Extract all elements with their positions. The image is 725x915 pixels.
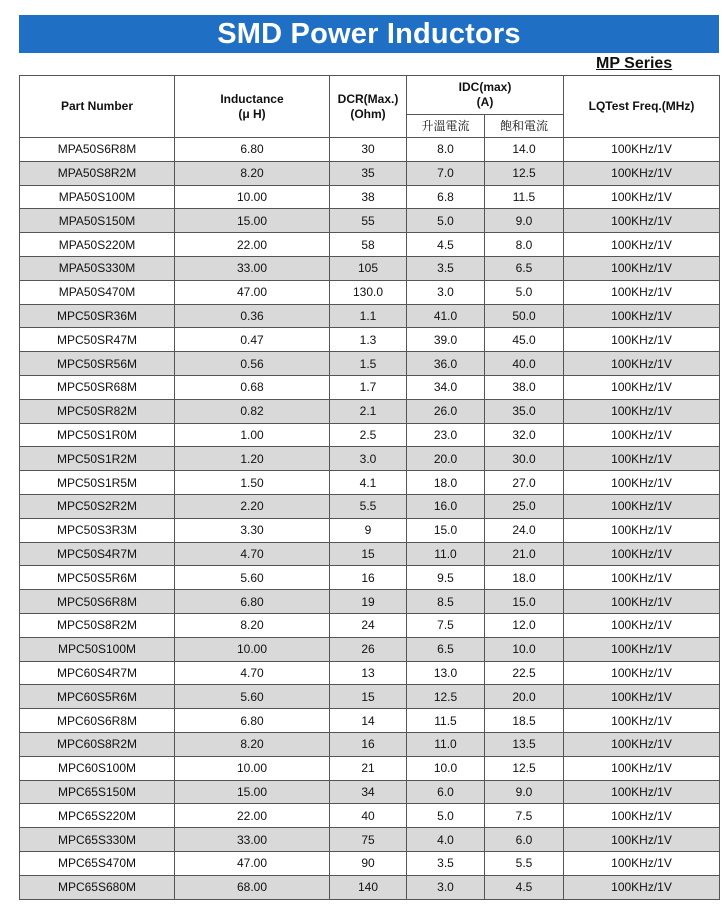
cell-inductance: 0.68	[175, 375, 330, 399]
header-idc-unit: (A)	[476, 95, 494, 109]
cell-dcr: 4.1	[330, 471, 407, 495]
header-idc-saturation: 飽和電流	[485, 115, 564, 138]
cell-idc-saturation: 21.0	[485, 542, 564, 566]
cell-dcr: 90	[330, 851, 407, 875]
cell-inductance: 68.00	[175, 875, 330, 899]
cell-part-number: MPC60S5R6M	[20, 685, 175, 709]
table-row	[20, 161, 720, 185]
cell-part-number: MPC50S1R0M	[20, 423, 175, 447]
cell-test-freq: 100KHz/1V	[564, 542, 720, 566]
cell-idc-temp-rise: 4.0	[407, 828, 485, 852]
cell-inductance: 15.00	[175, 209, 330, 233]
cell-inductance: 8.20	[175, 161, 330, 185]
cell-dcr: 30	[330, 138, 407, 162]
cell-inductance: 47.00	[175, 851, 330, 875]
cell-dcr: 15	[330, 542, 407, 566]
cell-dcr: 55	[330, 209, 407, 233]
cell-test-freq: 100KHz/1V	[564, 375, 720, 399]
table-row	[20, 542, 720, 566]
cell-idc-temp-rise: 15.0	[407, 518, 485, 542]
cell-idc-saturation: 20.0	[485, 685, 564, 709]
cell-test-freq: 100KHz/1V	[564, 328, 720, 352]
cell-dcr: 16	[330, 732, 407, 756]
table-row	[20, 138, 720, 162]
table-row	[20, 185, 720, 209]
cell-inductance: 6.80	[175, 590, 330, 614]
header-part-number: Part Number	[20, 76, 175, 138]
cell-idc-saturation: 40.0	[485, 352, 564, 376]
cell-part-number: MPC60S8R2M	[20, 732, 175, 756]
cell-inductance: 0.36	[175, 304, 330, 328]
cell-test-freq: 100KHz/1V	[564, 732, 720, 756]
cell-idc-saturation: 11.5	[485, 185, 564, 209]
cell-part-number: MPC50SR36M	[20, 304, 175, 328]
cell-idc-temp-rise: 16.0	[407, 494, 485, 518]
cell-idc-temp-rise: 41.0	[407, 304, 485, 328]
cell-part-number: MPC65S330M	[20, 828, 175, 852]
cell-test-freq: 100KHz/1V	[564, 804, 720, 828]
cell-test-freq: 100KHz/1V	[564, 233, 720, 257]
table-body	[20, 138, 720, 900]
cell-idc-saturation: 32.0	[485, 423, 564, 447]
cell-idc-saturation: 12.5	[485, 756, 564, 780]
cell-part-number: MPC50S4R7M	[20, 542, 175, 566]
cell-dcr: 58	[330, 233, 407, 257]
cell-part-number: MPC50SR56M	[20, 352, 175, 376]
cell-idc-temp-rise: 36.0	[407, 352, 485, 376]
cell-part-number: MPC50S2R2M	[20, 494, 175, 518]
header-idc	[407, 76, 564, 115]
table-row	[20, 661, 720, 685]
cell-idc-temp-rise: 7.0	[407, 161, 485, 185]
cell-part-number: MPC50S1R2M	[20, 447, 175, 471]
cell-inductance: 8.20	[175, 732, 330, 756]
header-dcr-unit: (Ohm)	[350, 106, 386, 121]
cell-dcr: 35	[330, 161, 407, 185]
cell-inductance: 8.20	[175, 613, 330, 637]
cell-inductance: 5.60	[175, 566, 330, 590]
header-dcr	[330, 76, 407, 138]
cell-idc-temp-rise: 8.5	[407, 590, 485, 614]
cell-inductance: 1.00	[175, 423, 330, 447]
cell-dcr: 14	[330, 709, 407, 733]
cell-part-number: MPA50S6R8M	[20, 138, 175, 162]
cell-idc-temp-rise: 11.0	[407, 732, 485, 756]
cell-inductance: 10.00	[175, 637, 330, 661]
cell-test-freq: 100KHz/1V	[564, 590, 720, 614]
cell-test-freq: 100KHz/1V	[564, 161, 720, 185]
cell-idc-saturation: 38.0	[485, 375, 564, 399]
cell-idc-temp-rise: 10.0	[407, 756, 485, 780]
table-row	[20, 851, 720, 875]
table-row	[20, 566, 720, 590]
cell-test-freq: 100KHz/1V	[564, 399, 720, 423]
cell-test-freq: 100KHz/1V	[564, 138, 720, 162]
table-row	[20, 280, 720, 304]
cell-inductance: 10.00	[175, 185, 330, 209]
cell-idc-temp-rise: 23.0	[407, 423, 485, 447]
cell-idc-temp-rise: 5.0	[407, 804, 485, 828]
cell-idc-saturation: 24.0	[485, 518, 564, 542]
cell-idc-saturation: 9.0	[485, 780, 564, 804]
cell-idc-temp-rise: 3.0	[407, 875, 485, 899]
cell-dcr: 2.5	[330, 423, 407, 447]
cell-test-freq: 100KHz/1V	[564, 471, 720, 495]
cell-dcr: 130.0	[330, 280, 407, 304]
series-label: MP Series	[596, 55, 673, 72]
cell-part-number: MPC60S6R8M	[20, 709, 175, 733]
cell-test-freq: 100KHz/1V	[564, 423, 720, 447]
cell-dcr: 9	[330, 518, 407, 542]
cell-dcr: 1.1	[330, 304, 407, 328]
table-row	[20, 804, 720, 828]
cell-dcr: 75	[330, 828, 407, 852]
cell-dcr: 140	[330, 875, 407, 899]
cell-part-number: MPA50S100M	[20, 185, 175, 209]
cell-part-number: MPC50S3R3M	[20, 518, 175, 542]
table-row	[20, 756, 720, 780]
cell-idc-temp-rise: 3.5	[407, 851, 485, 875]
cell-idc-temp-rise: 6.0	[407, 780, 485, 804]
cell-test-freq: 100KHz/1V	[564, 637, 720, 661]
cell-dcr: 19	[330, 590, 407, 614]
cell-idc-temp-rise: 20.0	[407, 447, 485, 471]
cell-inductance: 0.47	[175, 328, 330, 352]
cell-part-number: MPA50S220M	[20, 233, 175, 257]
spec-table	[19, 75, 720, 900]
cell-part-number: MPC65S220M	[20, 804, 175, 828]
cell-inductance: 0.56	[175, 352, 330, 376]
cell-idc-saturation: 18.0	[485, 566, 564, 590]
cell-idc-temp-rise: 3.5	[407, 256, 485, 280]
header-idc-label: IDC(max)	[458, 80, 512, 94]
cell-part-number: MPC50S100M	[20, 637, 175, 661]
cell-test-freq: 100KHz/1V	[564, 209, 720, 233]
cell-dcr: 105	[330, 256, 407, 280]
cell-idc-temp-rise: 5.0	[407, 209, 485, 233]
table-row	[20, 613, 720, 637]
cell-test-freq: 100KHz/1V	[564, 518, 720, 542]
table-row	[20, 590, 720, 614]
cell-idc-saturation: 22.5	[485, 661, 564, 685]
cell-part-number: MPC60S100M	[20, 756, 175, 780]
cell-idc-temp-rise: 18.0	[407, 471, 485, 495]
cell-inductance: 47.00	[175, 280, 330, 304]
cell-dcr: 16	[330, 566, 407, 590]
header-inductance-unit: (μ H)	[238, 106, 266, 121]
cell-part-number: MPA50S470M	[20, 280, 175, 304]
cell-dcr: 1.7	[330, 375, 407, 399]
cell-dcr: 3.0	[330, 447, 407, 471]
cell-idc-temp-rise: 11.5	[407, 709, 485, 733]
cell-inductance: 1.20	[175, 447, 330, 471]
header-inductance-label: Inductance	[220, 91, 284, 106]
cell-dcr: 1.3	[330, 328, 407, 352]
cell-dcr: 13	[330, 661, 407, 685]
cell-idc-saturation: 7.5	[485, 804, 564, 828]
cell-test-freq: 100KHz/1V	[564, 566, 720, 590]
table-row	[20, 233, 720, 257]
table-row	[20, 209, 720, 233]
cell-part-number: MPA50S150M	[20, 209, 175, 233]
cell-idc-temp-rise: 12.5	[407, 685, 485, 709]
cell-idc-saturation: 50.0	[485, 304, 564, 328]
cell-idc-temp-rise: 26.0	[407, 399, 485, 423]
cell-part-number: MPC50SR68M	[20, 375, 175, 399]
cell-inductance: 10.00	[175, 756, 330, 780]
cell-idc-temp-rise: 11.0	[407, 542, 485, 566]
cell-idc-temp-rise: 7.5	[407, 613, 485, 637]
cell-test-freq: 100KHz/1V	[564, 352, 720, 376]
cell-idc-saturation: 12.5	[485, 161, 564, 185]
cell-inductance: 6.80	[175, 709, 330, 733]
cell-part-number: MPC65S680M	[20, 875, 175, 899]
cell-part-number: MPA50S8R2M	[20, 161, 175, 185]
cell-test-freq: 100KHz/1V	[564, 780, 720, 804]
cell-idc-temp-rise: 4.5	[407, 233, 485, 257]
page-title: SMD Power Inductors	[19, 15, 719, 53]
cell-test-freq: 100KHz/1V	[564, 185, 720, 209]
table-row	[20, 352, 720, 376]
table-row	[20, 447, 720, 471]
table-row	[20, 399, 720, 423]
table-row	[20, 732, 720, 756]
cell-idc-saturation: 25.0	[485, 494, 564, 518]
cell-idc-saturation: 30.0	[485, 447, 564, 471]
cell-part-number: MPC50S1R5M	[20, 471, 175, 495]
table-row	[20, 780, 720, 804]
cell-dcr: 26	[330, 637, 407, 661]
cell-idc-saturation: 35.0	[485, 399, 564, 423]
cell-idc-saturation: 10.0	[485, 637, 564, 661]
cell-part-number: MPC50S8R2M	[20, 613, 175, 637]
cell-dcr: 15	[330, 685, 407, 709]
cell-idc-saturation: 15.0	[485, 590, 564, 614]
cell-dcr: 2.1	[330, 399, 407, 423]
cell-test-freq: 100KHz/1V	[564, 494, 720, 518]
table-row	[20, 685, 720, 709]
cell-idc-saturation: 5.5	[485, 851, 564, 875]
cell-inductance: 2.20	[175, 494, 330, 518]
cell-test-freq: 100KHz/1V	[564, 304, 720, 328]
cell-inductance: 22.00	[175, 804, 330, 828]
header-idc-temp-rise: 升溫電流	[407, 115, 485, 138]
cell-test-freq: 100KHz/1V	[564, 709, 720, 733]
header-dcr-label: DCR(Max.)	[337, 91, 399, 106]
cell-idc-saturation: 4.5	[485, 875, 564, 899]
cell-idc-saturation: 8.0	[485, 233, 564, 257]
table-row	[20, 423, 720, 447]
cell-test-freq: 100KHz/1V	[564, 851, 720, 875]
table-row	[20, 328, 720, 352]
table-row	[20, 637, 720, 661]
table-row	[20, 518, 720, 542]
cell-inductance: 33.00	[175, 828, 330, 852]
cell-inductance: 1.50	[175, 471, 330, 495]
cell-inductance: 6.80	[175, 138, 330, 162]
table-row	[20, 828, 720, 852]
cell-part-number: MPC65S470M	[20, 851, 175, 875]
cell-idc-saturation: 13.5	[485, 732, 564, 756]
cell-inductance: 22.00	[175, 233, 330, 257]
cell-test-freq: 100KHz/1V	[564, 875, 720, 899]
cell-inductance: 4.70	[175, 661, 330, 685]
cell-idc-saturation: 45.0	[485, 328, 564, 352]
cell-part-number: MPC50SR47M	[20, 328, 175, 352]
cell-inductance: 4.70	[175, 542, 330, 566]
cell-test-freq: 100KHz/1V	[564, 256, 720, 280]
table-row	[20, 709, 720, 733]
table-row	[20, 471, 720, 495]
cell-inductance: 0.82	[175, 399, 330, 423]
cell-idc-temp-rise: 3.0	[407, 280, 485, 304]
cell-dcr: 40	[330, 804, 407, 828]
cell-dcr: 24	[330, 613, 407, 637]
cell-idc-saturation: 6.0	[485, 828, 564, 852]
table-row	[20, 375, 720, 399]
cell-test-freq: 100KHz/1V	[564, 280, 720, 304]
cell-part-number: MPC65S150M	[20, 780, 175, 804]
cell-idc-temp-rise: 39.0	[407, 328, 485, 352]
table-row	[20, 875, 720, 899]
cell-inductance: 33.00	[175, 256, 330, 280]
cell-test-freq: 100KHz/1V	[564, 661, 720, 685]
cell-test-freq: 100KHz/1V	[564, 613, 720, 637]
cell-part-number: MPC50S6R8M	[20, 590, 175, 614]
cell-idc-saturation: 27.0	[485, 471, 564, 495]
cell-idc-temp-rise: 13.0	[407, 661, 485, 685]
cell-part-number: MPC50SR82M	[20, 399, 175, 423]
cell-test-freq: 100KHz/1V	[564, 828, 720, 852]
cell-idc-saturation: 12.0	[485, 613, 564, 637]
cell-test-freq: 100KHz/1V	[564, 685, 720, 709]
cell-part-number: MPA50S330M	[20, 256, 175, 280]
table-row	[20, 304, 720, 328]
cell-part-number: MPC50S5R6M	[20, 566, 175, 590]
cell-dcr: 5.5	[330, 494, 407, 518]
table-row	[20, 494, 720, 518]
cell-idc-saturation: 5.0	[485, 280, 564, 304]
cell-idc-saturation: 9.0	[485, 209, 564, 233]
cell-idc-temp-rise: 8.0	[407, 138, 485, 162]
table-row	[20, 256, 720, 280]
cell-dcr: 34	[330, 780, 407, 804]
header-inductance	[175, 76, 330, 138]
cell-dcr: 1.5	[330, 352, 407, 376]
cell-test-freq: 100KHz/1V	[564, 756, 720, 780]
header-test-freq: LQTest Freq.(MHz)	[564, 76, 720, 138]
cell-test-freq: 100KHz/1V	[564, 447, 720, 471]
cell-idc-temp-rise: 6.8	[407, 185, 485, 209]
cell-idc-saturation: 6.5	[485, 256, 564, 280]
cell-part-number: MPC60S4R7M	[20, 661, 175, 685]
cell-dcr: 21	[330, 756, 407, 780]
cell-idc-temp-rise: 34.0	[407, 375, 485, 399]
cell-inductance: 15.00	[175, 780, 330, 804]
cell-idc-saturation: 18.5	[485, 709, 564, 733]
cell-idc-temp-rise: 9.5	[407, 566, 485, 590]
cell-idc-saturation: 14.0	[485, 138, 564, 162]
cell-inductance: 5.60	[175, 685, 330, 709]
cell-dcr: 38	[330, 185, 407, 209]
cell-idc-temp-rise: 6.5	[407, 637, 485, 661]
cell-inductance: 3.30	[175, 518, 330, 542]
